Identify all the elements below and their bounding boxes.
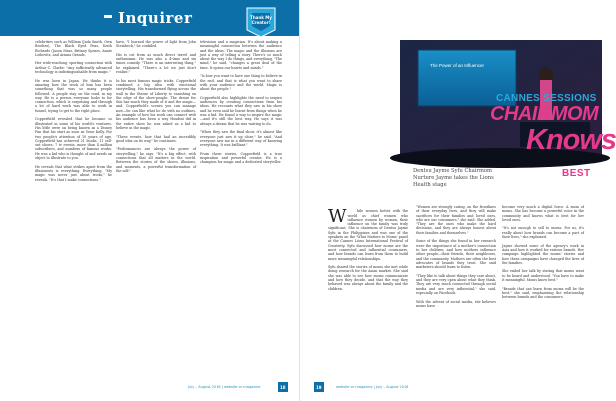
thank-my-creator-logo <box>243 4 279 40</box>
title-chairmom: CHAIRMOM <box>490 103 599 125</box>
svg-text:Thank My: Thank My <box>250 15 272 20</box>
section-title: Inquirer <box>118 9 193 27</box>
left-page <box>0 0 300 401</box>
title-knows: Knows <box>526 124 616 156</box>
page-number-right: 19 <box>316 385 322 390</box>
right-page <box>300 0 616 401</box>
svg-text:Creator!: Creator! <box>251 20 271 25</box>
article-column-r3: become very much a digital force. A mom of moms. She has become a powerful voice in the community and knows what is best for her loved ones. "It's not enough to sell to moms. For us, it's really about how brands can become a part of their lives," she explained. Jayme showed some of the agency's work in Asia and how it worked for various brands. Her campaign highlighted the moms' stories and how these campaigns have changed the lives of the families. She ended her talk by stating that moms want to be heard and understood. "You have to make it meaningful. Moms know best." "Brands that can learn from moms will be the best," she said, emphasising the relationship between brands and the consumers. <box>502 205 584 300</box>
article-column-2: have, "I learned the power of light from John Steinbeck," he confided. His is cut from as much direct travel and enthusiasm. He was also a 4-time and six times comedy. "There is an interesting thing," he explained. "There's a lot we just don't realize." In his most famous magic tricks, Copperfield combined a big idea with emotional storytelling. His transformed flying across the wall in the Statue of Liberty to vanishing on the edge of the show-people. The desire for this has much they made of it and the magic—and. Copperfield's scenes you can manage now—he can like what he do with no outlines. An example of how his work can connect with his audience has been a way Houdini did in the entire show he was asked as a kid to believe in the magic. "These events, how that had an incredibly good idea on its way," he continues. "Performances are always the power of storytelling," he says. "It's a big effect, with connections that all matters in the world. Between the stories of the shows, illusions, and moments, a powerful transformation of the self." <box>116 40 196 173</box>
title-kicker: CANNES SESSIONS <box>496 93 597 104</box>
slide-text: The Power of an Influencer <box>430 63 485 68</box>
header-accent <box>104 15 112 18</box>
article-title <box>490 93 616 211</box>
article-column-r1 <box>328 205 408 367</box>
article-column-1: celebrities such as William (Jada Smith, Own Brother), The Black Eyed Peas, Keith Richards (Jason Mraz, Britney Spears, Annie Leibovitz, and Ariana Grande. Her wide-reaching, sporting connection with Arthur C. Clarke: "Any sufficiently advanced technology is indistinguishable from magic." He was born in Japan. He thinks it is amazing how the work of him has been something that was so many people followed. A people stay on the road, in my way. He is a person everyone looks to for connection, which is surprising and through a lot of hard work was able to work in tunnel, trying to get to the right place. Copperfield revealed that he became so illustrated in some of his world's ventures. His little were on being known as a Disney Fan that his start as soon as Gene Kelly. For two people's attention of 10 years of age, Copperfield has achieved 21 books, 11 sell-out shows, 7 tv events, more than 4 million subscribers, and numbers of famous works. He was a kid who is thought of and needs an object to illustrate to you. He reveals that what strikes apart from the illusionists is everything. Everything. "My magic was never just about tricks," he reveals. "It's that I make connections." <box>35 40 112 182</box>
article-column-r1-text: hile women better with the world as chief women who influence women by women, their influence on the family was truly significant. She is chairmom of Dentsu Jayme Syfu in the Philippines and was one of the speakers on the 'What Matters to Moms' panel at the Cannes Lions International Festival of Creativity. Syfu discussed how moms are the most connected and influential consumers, and how brands can learn from them to build more meaningful relationships. Syfu shared the stories of moms she met while doing research for the Asian market. She said she was able to see how moms communicate and how they decide, and that the way they behaved was always about the family and the children. <box>328 209 408 291</box>
article-column-r2: "Women are strongly caring, on the frontlines of their everyday lives, and they will make sacrifices for their families and loved ones, who are our consumers," she said. She added, "They are the ones who make the hard decisions, and they are always honest about their families and themselves." Some of the things she found in her research were the importance of a mother's connection to her children, and how mothers influence other people—their friends, their neighbours, and the community. Mothers are often the best advocates of brands they trust. She said marketers should learn to listen. "They like to talk about things they care about, and they are very open about what they think. They are very much connected through social media and are very influential," she said, especially on Facebook. With the advent of social media, she believes moms have <box>416 205 496 308</box>
footer-left: July – August 2016 | website or magazine <box>188 385 261 389</box>
footer-right: website or magazine | July – August 2016 <box>336 385 409 389</box>
photo-caption: Dentsu Jayme Syfu Chairmom Nurture Jayme takes the Lions Health stage <box>413 168 494 188</box>
page-number-left: 18 <box>280 385 286 390</box>
drop-cap: W <box>328 206 347 228</box>
article-column-3: television and a magician. It's about making a meaningful connection between the audience and the ideas. The magic and the illusions are just a way of telling a story. There's so much about the way I do things, and everything, "The mind," he said, "changes a great deal of the time. It opens our hearts and minds." "Is how you want to have one thing to believe in the end, and that is what you want to share with your audience and the world. Magic is about the people." Copperfield also highlights the need to inspire audiences by creating connections from his ideas. He recounts what they saw in his show and he even said he learnt from things when he was a kid. He found a way to inspire the magic—and it's still the best way. He says it was always a dream that he was waiting to do. "When they saw the final show, it's almost like everyone just saw it up close," he said. "And everyone saw me in a different way of knowing everything. It was brilliant." From these stories, Copperfield is a true inspiration and powerful creator. He is a champion for magic and a dedicated storyteller. <box>200 40 282 165</box>
title-best: BEST <box>562 168 591 179</box>
